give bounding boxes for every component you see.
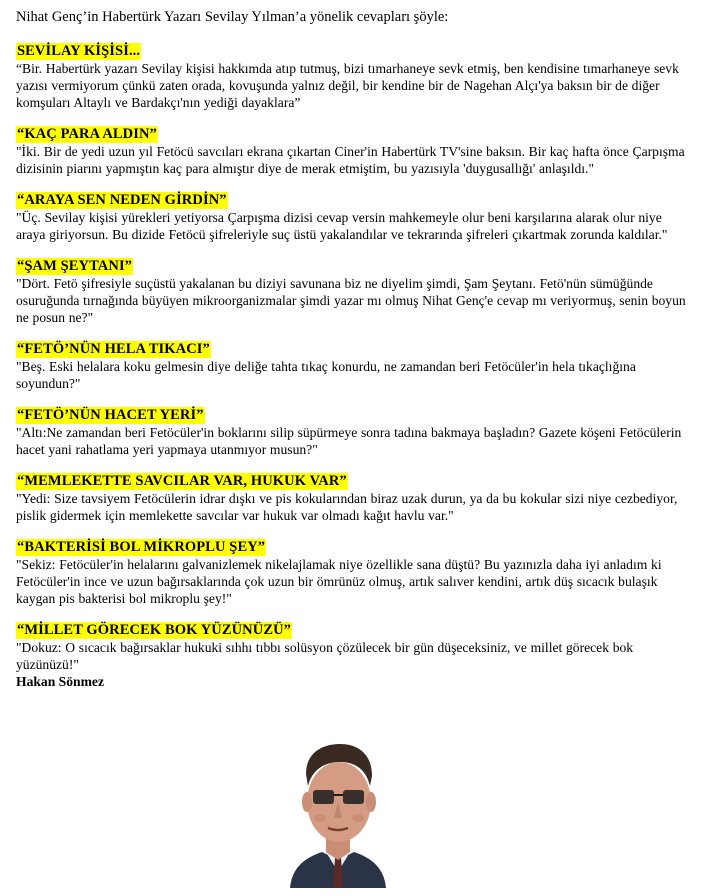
section-body: "Beş. Eski helalara koku gelmesin diye deliğe tahta tıkaç konurdu, ne zamandan beri Fetöcüler'in hela tıkaçlığına soyundun?" (16, 359, 636, 391)
section-body: "Altı:Ne zamandan beri Fetöcüler'in boklarını silip süpürmeye sonra tadına bakmaya başladın? Gazete köşeni Fetöcülerin hacet yani rahatlama yeri yapmaya utanmıyor musun?" (16, 425, 682, 457)
section-5 (16, 340, 692, 392)
section-heading: “KAÇ PARA ALDIN” (17, 126, 157, 142)
section-2 (16, 125, 692, 177)
section-body: "İki. Bir de yedi uzun yıl Fetöcü savcıları ekrana çıkartan Ciner'in Habertürk TV'sine baksın. Bir kaç hafta önce Çarpışma dizisinin piarını yapmıştın kaç para almıştır diye de merak etmiştim, bu yazısıyla 'duygusallığı' anlaşıldı." (16, 144, 685, 176)
section-4 (16, 257, 692, 326)
section-3 (16, 191, 692, 243)
section-body: "Dört. Fetö şifresiyle suçüstü yakalanan bu diziyi savunana biz ne diyelim şimdi, Şam Şeytanı. Fetö'nün sümüğünde osuruğunda tırnağında büyüyen mikroorganizmalar şimdi yazar mı olmuş Nihat Genç'e cevap mı veriyormuş, senin boyun ne posun ne?" (16, 276, 686, 325)
section-heading: “ŞAM ŞEYTANI” (17, 258, 133, 274)
section-heading: “MİLLET GÖRECEK BOK YÜZÜNÜZÜ” (17, 622, 292, 638)
section-body: “Bir. Habertürk yazarı Sevilay kişisi hakkımda atıp tutmuş, bizi tımarhaneye sevk etmiş, ben kendisine tımarhaneye sevk yazısı vermiyorum çünkü zaten orada, kovuşunda yalnız değil, bir kendine bir de Nagehan Alçı'ya baksın bir de diğer komşuları Altaylı ve Bardakçı'nın yediği dayaklara” (16, 61, 679, 110)
portrait-photo (282, 740, 394, 888)
section-body: "Dokuz: O sıcacık bağırsaklar hukuki sıhhı tıbbı solüsyon çözülecek bir gün düşeceksiniz, ve millet görecek bok yüzünüzü!" (16, 640, 634, 672)
section-heading: SEVİLAY KİŞİSİ... (17, 43, 141, 59)
section-heading: “BAKTERİSİ BOL MİKROPLU ŞEY” (17, 539, 266, 555)
section-heading: “FETÖ’NÜN HACET YERİ” (17, 407, 204, 423)
section-heading: “MEMLEKETTE SAVCILAR VAR, HUKUK VAR” (17, 473, 347, 489)
section-body: "Üç. Sevilay kişisi yürekleri yetiyorsa Çarpışma dizisi cevap versin mahkemeyle olur beni karşılarına alarak olur niye araya giriyorsun. Bu dizide Fetöcü şifreleriyle suç üstü yakalandılar ve tekrarında şifreleri çıkartmak zorunda kaldılar." (16, 210, 668, 242)
intro-text: Nihat Genç’in Habertürk Yazarı Sevilay Yılman’a yönelik cevapları şöyle: (16, 9, 449, 25)
author-signature: Hakan Sönmez (16, 674, 104, 689)
section-9 (16, 621, 692, 673)
section-7 (16, 472, 692, 524)
section-8 (16, 538, 692, 607)
section-body: "Sekiz: Fetöcüler'in helalarını galvanizlemek nikelajlamak niye özellikle sana düştü? Bu yazınızla daha iyi anladım ki Fetöcüler'in ince ve uzun bağırsaklarında çok uzun bir ömrünüz olmuş, artık salıver kendini, artık düş sıcacık bulaşık kaygan pis bakterisi bol mikroplu şey!" (16, 557, 662, 606)
portrait-photo-icon (282, 740, 394, 888)
article (16, 8, 692, 690)
section-body: "Yedi: Size tavsiyem Fetöcülerin idrar dışkı ve pis kokularından biraz uzak durun, ya da bu kokular sizi niye cezbediyor, pislik gidermek için memlekette savcılar var hukuk var olmadı kağıt havlu var." (16, 491, 678, 523)
section-heading: “ARAYA SEN NEDEN GİRDİN” (17, 192, 227, 208)
section-heading: “FETÖ’NÜN HELA TIKACI” (17, 341, 210, 357)
section-6 (16, 406, 692, 458)
section-1 (16, 42, 692, 111)
